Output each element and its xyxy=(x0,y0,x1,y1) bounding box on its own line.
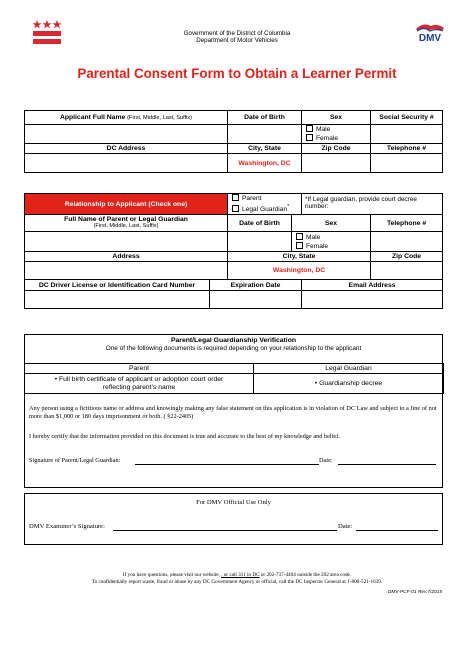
applicant-dob-header: Date of Birth xyxy=(228,111,302,125)
applicant-ssn-header: Social Security # xyxy=(371,111,443,125)
signature-label: Signature of Parent/Legal Guardian: xyxy=(29,457,121,464)
certification-statement: I hereby certify that the information provided on this document is true and accurate to the best of my knowledge and belief. xyxy=(29,433,340,440)
verification-subheading: One of the following documents is required depending on your relationship to the applicant xyxy=(105,345,362,352)
court-decree-field[interactable]: *If Legal guardian, provide court decree number: xyxy=(302,194,443,215)
relationship-label: Relationship to Applicant (Check one) xyxy=(25,194,228,215)
official-use-section xyxy=(24,493,443,545)
applicant-phone-header: Telephone # xyxy=(371,144,443,154)
examiner-signature-line[interactable] xyxy=(113,530,337,531)
documents-table xyxy=(24,363,444,394)
parent-zip-field[interactable] xyxy=(371,262,443,280)
parent-male-option[interactable]: Male xyxy=(292,233,370,242)
official-use-heading: For DMV Official Use Only xyxy=(196,499,271,506)
applicant-female-option[interactable]: Female xyxy=(302,134,370,143)
applicant-zip-field[interactable] xyxy=(302,154,371,173)
applicant-ssn-field[interactable] xyxy=(371,125,443,144)
checkbox-icon[interactable] xyxy=(306,125,313,132)
parent-name-field[interactable] xyxy=(25,232,228,252)
signature-date-line[interactable] xyxy=(338,464,436,465)
signature-date-label: Date: xyxy=(319,457,333,464)
guardian-column-header: Legal Guardian xyxy=(254,364,444,374)
applicant-sex-options xyxy=(302,125,371,144)
fraud-report-line: To confidentially report waste, fraud or abuse by any DC Government Agency or official, call the DC Inspector General at 1-800-521-1639. xyxy=(91,579,383,585)
checkbox-icon[interactable] xyxy=(232,205,239,212)
parent-section xyxy=(24,193,443,309)
applicant-zip-header: Zip Code xyxy=(302,144,371,154)
examiner-signature-label: DMV Examiner’s Signature: xyxy=(29,523,105,530)
applicant-phone-field[interactable] xyxy=(371,154,443,173)
applicant-name-field[interactable] xyxy=(25,125,228,144)
parent-license-header: DC Driver License or Identification Card Number xyxy=(25,280,210,291)
applicant-name-header: Applicant Full Name (First, Middle, Last, Suffix) xyxy=(25,111,228,125)
examiner-date-line[interactable] xyxy=(356,530,438,531)
signature-line[interactable] xyxy=(135,464,319,465)
relationship-parent-option[interactable]: Parent xyxy=(228,194,301,203)
parent-document-item: • Full birth certificate of applicant or adoption court order reflecting parent’s name xyxy=(25,374,254,394)
parent-column-header: Parent xyxy=(25,364,254,374)
website-link[interactable]: , or call 311 in DC xyxy=(221,572,260,578)
parent-license-field[interactable] xyxy=(25,291,210,309)
parent-address-header: Address xyxy=(25,252,228,262)
svg-text:DMV: DMV xyxy=(418,33,442,44)
agency-header xyxy=(150,30,324,45)
relationship-guardian-option[interactable]: Legal Guardian* xyxy=(228,203,301,214)
applicant-city-value: Washington, DC xyxy=(228,154,302,173)
verification-section xyxy=(24,334,443,488)
guardian-document-item: • Guardianship decree xyxy=(254,374,444,394)
parent-zip-header: Zip Code xyxy=(371,252,443,262)
parent-dob-header: Date of Birth xyxy=(228,215,292,232)
checkbox-icon[interactable] xyxy=(296,233,303,240)
applicant-dob-field[interactable] xyxy=(228,125,302,144)
form-id: DMV-PCF-01 Rev.7/2015 xyxy=(387,590,442,595)
parent-city-header: City, State xyxy=(228,252,371,262)
verification-heading: Parent/Legal Guardianship Verification xyxy=(170,337,297,344)
bullet-icon: • xyxy=(54,375,59,383)
parent-expiration-field[interactable] xyxy=(210,291,302,309)
form-title: Parental Consent Form to Obtain a Learner Permit xyxy=(77,66,397,81)
checkbox-icon[interactable] xyxy=(232,194,239,201)
checkbox-icon[interactable] xyxy=(296,242,303,249)
parent-email-field[interactable] xyxy=(302,291,443,309)
penalty-statement: Any person using a fictitious name or address and knowingly making any false statement on this application is in violation of DC Law and subject to a fine of not more than $1,000 or 180 days imprisonment or both. ( §22-2405) xyxy=(29,405,437,420)
agency-line-1: Government of the District of Columbia xyxy=(183,30,291,37)
parent-female-option[interactable]: Female xyxy=(292,242,370,251)
dmv-logo xyxy=(413,22,447,44)
agency-line-2: Department of Motor Vehicles xyxy=(196,37,278,45)
dc-flag-logo xyxy=(33,20,61,49)
parent-sex-header: Sex xyxy=(292,215,371,232)
parent-city-value: Washington, DC xyxy=(228,262,371,280)
relationship-options xyxy=(228,194,302,215)
parent-name-header: Full Name of Parent or Legal Guardian (First, Middle, Last, Suffix) xyxy=(25,215,228,232)
applicant-sex-header: Sex xyxy=(302,111,371,125)
bullet-icon: • xyxy=(314,380,320,387)
applicant-address-field[interactable] xyxy=(25,154,228,173)
examiner-date-label: Date: xyxy=(338,523,353,530)
applicant-address-header: DC Address xyxy=(25,144,228,154)
parent-dob-field[interactable] xyxy=(228,232,292,252)
parent-expiration-header: Expiration Date xyxy=(210,280,302,291)
applicant-city-header: City, State xyxy=(228,144,302,154)
parent-sex-options xyxy=(292,232,371,252)
parent-phone-field[interactable] xyxy=(371,232,443,252)
applicant-section xyxy=(24,110,443,173)
parent-address-field[interactable] xyxy=(25,262,228,280)
footer-contact: If you have questions, please visit our website, , or call 311 in DC or 202-737-4404 outside the 202 area code. To confidentially report waste, fraud or abuse by any DC Government Agency or official, call the DC Inspector General at 1-800-521-1639. xyxy=(0,572,474,586)
parent-email-header: Email Address xyxy=(302,280,443,291)
parent-phone-header: Telephone # xyxy=(371,215,443,232)
applicant-male-option[interactable]: Male xyxy=(302,125,370,134)
checkbox-icon[interactable] xyxy=(306,134,313,141)
